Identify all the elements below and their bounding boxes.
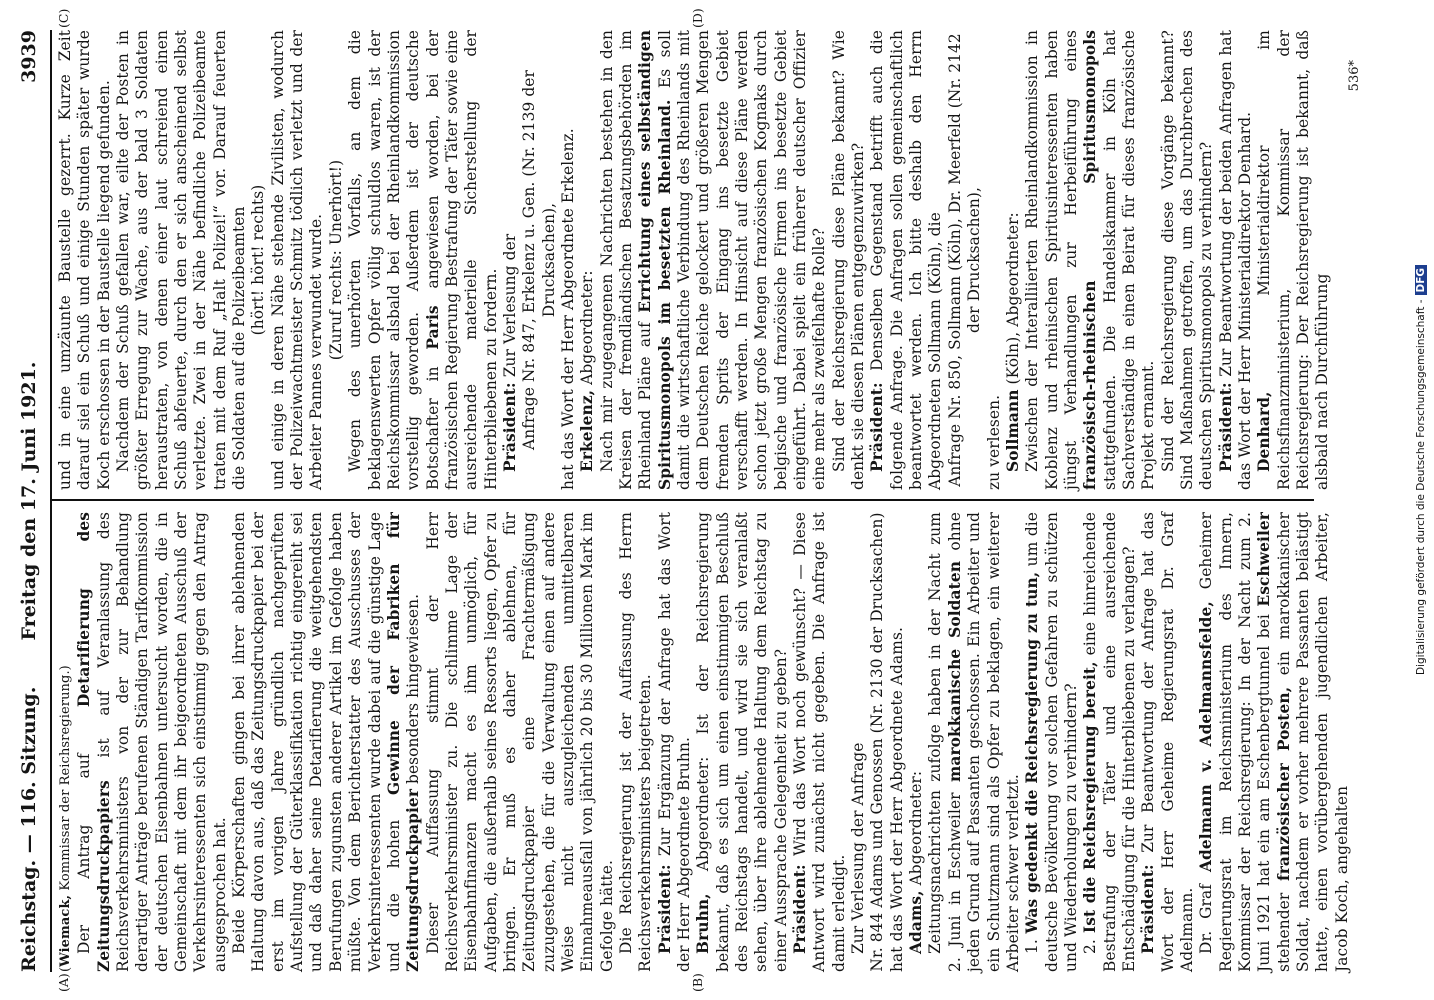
left-paragraph: 1. Was gedenkt die Reichsregierung zu tun, um die deutsche Bevölkerung vor solchen Gefahren zu schützen und Wiederholungen zu verhindern?: [1023, 512, 1080, 972]
sheet-number: 536*: [1347, 60, 1362, 92]
header-date: Freitag den 17. Juni 1921.: [18, 361, 40, 641]
right-paragraph: Anfrage Nr. 847, Erkelenz u. Gen. (Nr. 2139 der Drucksachen),: [520, 70, 558, 450]
left-paragraph: Bruhn, Abgeordneter: Ist der Reichsregierung bekannt, daß es sich um einen einstimmigen Beschluß des Reichstags handelt, und wird sie sich veranlaßt sehen, über ihre ablehnende Haltung dem Reichstag zu einer Aussprache Gelegenheit zu geben?: [694, 512, 790, 972]
right-paragraph: Zwischen der Interalliierten Rheinlandkommission in Koblenz und rheinischen Spiritusinteressenten haben jüngst Verhandlungen zur Herbeiführung eines französisch-rheinischen Spiritusmonopols stattgefunden. Die Handelskammer in Köln hat Sachverständige in einen Beirat für dieses französische Projekt ernannt.: [1023, 30, 1158, 490]
dfg-logo: DFG: [1415, 265, 1427, 296]
credit-text: Digitalisierung gefördert durch die Deutsche Forschungsgemeinschaft -: [1415, 299, 1427, 676]
right-paragraph: Sind der Reichsregierung diese Pläne bekannt? Wie denkt sie diesen Plänen entgegenzuwirken?: [829, 30, 868, 490]
left-paragraph: Adams, Abgeordneter:: [907, 770, 926, 954]
column-divider: [52, 499, 1314, 501]
left-paragraph: Zeitungsnachrichten zufolge haben in der Nacht zum 2. Juni in Eschweiler marokkanische Soldaten ohne jeden Grund auf Passanten geschossen. Ein Arbeiter und ein Schutzmann sind als Opfer zu beklagen, ein weiterer Arbeiter schwer verletzt.: [926, 512, 1022, 972]
margin-marker-b: (B): [690, 973, 705, 992]
left-paragraph: Zur Verlesung der Anfrage: [849, 742, 868, 954]
margin-marker-a: (A): [56, 973, 71, 992]
right-paragraph: Denhard, Ministerialdirektor im Reichsfinanzministerium, Kommissar der Reichsregierung: Der Reichsregierung ist bekannt, daß alsbald nach Durchführung: [1255, 30, 1332, 490]
left-paragraph: hat das Wort der Herr Abgeordnete Adams.: [887, 627, 906, 972]
right-paragraph: Anfrage Nr. 850, Sollmann (Köln), Dr. Meerfeld (Nr. 2142 der Drucksachen),: [945, 33, 984, 487]
right-paragraph: Sollmann (Köln), Abgeordneter:: [1003, 212, 1022, 472]
margin-marker-c: (C): [56, 8, 71, 28]
left-paragraph: Präsident: Zur Beantwortung der Anfrage hat das Wort der Herr Geheime Regierungsrat Dr. Graf Adelmann.: [1139, 512, 1196, 972]
header-rule: [50, 30, 52, 972]
left-paragraph: (Wiemack, Kommissar der Reichsregierung.): [58, 665, 73, 972]
right-paragraph: Sind der Reichsregierung diese Vorgänge bekannt? Sind Maßnahmen getroffen, um das Durchbrechen des deutschen Spiritusmonopols zu verhindern?: [1158, 30, 1216, 490]
right-paragraph: (Zuruf rechts: Unerhört!): [326, 159, 345, 361]
right-paragraph: Präsident: Zur Verlesung der: [500, 233, 519, 472]
right-paragraph: Nachdem der Schuß gefallen war, eilte der Posten in größter Erregung zur Wache, aus der bald 3 Soldaten heraustraten, von denen einer laut schreiend einen Schuß abfeuerte, durch den er sich anscheinend selbst verletzte. Zwei in der Nähe befindliche Polizeibeamte traten mit dem Ruf „Halt Polizei!“ vor. Darauf feuerten die Soldaten auf die Polizeibeamten: [114, 30, 249, 490]
right-column: [56, 30, 1333, 490]
left-paragraph: Die Reichsregierung ist der Auffassung des Herrn Reichsverkehrsministers beigetreten.: [616, 512, 655, 972]
left-paragraph: Präsident: Wird das Wort noch gewünscht? — Diese Antwort wird zunächst nicht gegeben. Die Anfrage ist damit erledigt.: [791, 512, 848, 972]
left-column: [56, 512, 1352, 972]
margin-marker-d: (D): [690, 8, 705, 28]
right-paragraph: Erkelenz, Abgeordneter:: [578, 270, 597, 472]
left-paragraph: Dr. Graf Adelmann v. Adelmannsfelde, Geheimer Regierungsrat im Reichsministerium des Innern, Kommissar der Reichsregierung: In der Nacht zum 2. Juni 1921 hat ein am Eschenbergtunnel bei Eschweiler stehender französischer Posten, ein marokkanischer Soldat, nachdem er vorher mehrere Passanten belästigt hatte, einen vorübergehenden jugendlichen Arbeiter, Jacob Koch, angehalten: [1197, 511, 1351, 972]
left-paragraph: 2. Ist die Reichsregierung bereit, eine hinreichende Bestrafung der Täter und eine ausreichende Entschädigung für die Hinterbliebenen zu verlangen?: [1081, 512, 1138, 972]
right-paragraph: hat das Wort der Herr Abgeordnete Erkelenz.: [558, 128, 577, 490]
left-paragraph: Beide Körperschaften gingen bei ihrer ablehnenden Haltung davon aus, daß das Zeitungsdruckpapier bei der erst im vorigen Jahre gründlich nachgeprüften Aufstellung der Güterklassifikation richtig eingereiht sei und daß daher seine Detarifierung die weitgehendsten Berufungen zugunsten anderer Artikel im Gefolge haben müßte. Von dem Berichterstatter des Ausschusses der Verkehrsinteressenten wurde dabei auf die günstige Lage und die hohen Gewinne der Fabriken für Zeitungsdruckpapier besonders hingewiesen.: [230, 512, 423, 972]
left-paragraph: Nr. 844 Adams und Genossen (Nr. 2130 der Drucksachen): [868, 512, 887, 972]
digitization-credit: [1415, 0, 1427, 940]
page-number: 3939: [18, 30, 40, 83]
right-paragraph: (hört! hört! rechts): [249, 184, 268, 336]
right-paragraph: Präsident: Denselben Gegenstand betrifft auch die folgende Anfrage. Die Anfragen sollen gemeinschaftlich beantwortet werden. Ich bitte deshalb den Herrn Abgeordneten Sollmann (Köln), die: [868, 30, 945, 490]
right-paragraph: Präsident: Zur Beantwortung der beiden Anfragen hat das Wort der Herr Ministerialdirektor Denhard.: [1216, 30, 1254, 490]
left-paragraph: Dieser Auffassung stimmt der Herr Reichsverkehrsminister zu. Die schlimme Lage der Eisenbahnfinanzen macht es ihm unmöglich, für Aufgaben, die außerhalb seines Ressorts liegen, Opfer zu bringen. Er muß es daher ablehnen, für Zeitungsdruckpapier eine Frachtermäßigung zuzugestehen, die für die Verwaltung einen auf andere Weise nicht auszugleichenden unmittelbaren Einnahmeausfall von jährlich 20 bis 30 Millionen Mark im Gefolge hätte.: [423, 512, 616, 972]
right-paragraph: und einige in deren Nähe stehende Zivilisten, wodurch der Polizeiwachtmeister Schmitz tödlich verletzt und der Arbeiter Pannes verwundet wurde.: [268, 30, 326, 490]
left-paragraph: Der Antrag auf Detarifierung des Zeitungsdruckpapiers ist auf Veranlassung des Reichsverkehrsministers von der zur Behandlung derartiger Anträge berufenen Ständigen Tarifkommission der deutschen Eisenbahnen untersucht worden, die in Gemeinschaft mit dem ihr beigeordneten Ausschuß der Verkehrsinteressenten sich einstimmig gegen den Antrag ausgesprochen hat.: [75, 512, 229, 972]
left-paragraph: Präsident: Zur Ergänzung der Anfrage hat das Wort der Herr Abgeordnete Bruhn.: [655, 512, 693, 972]
right-paragraph: und in eine umzäunte Baustelle gezerrt. Kurze Zeit darauf siel ein Schuß und einige Stunden später wurde Koch erschossen in der Baustelle liegend gefunden.: [56, 30, 113, 490]
header-left: Reichstag. — 116. Sitzung.: [18, 686, 40, 972]
page-header: [10, 30, 54, 972]
right-paragraph: Wegen des unerhörten Vorfalls, an dem die beklagenswerten Opfer völlig schuldlos waren, ist der Reichskommissar alsbald bei der Rheinlandkommission vorstellig geworden. Außerdem ist der deutsche Botschafter in Paris angewiesen worden, bei der französischen Regierung Bestrafung der Täter sowie eine ausreichende materielle Sicherstellung der Hinterbliebenen zu fordern.: [346, 30, 500, 490]
right-paragraph: zu verlesen.: [984, 394, 1003, 490]
right-paragraph: Nach mir zugegangenen Nachrichten bestehen in den Kreisen der fremdländischen Besatzungsbehörden im Rheinland Pläne auf Errichtung eines selbständigen Spiritusmonopols im besetzten Rheinland. Es soll damit die wirtschaftliche Verbindung des Rheinlands mit dem Deutschen Reiche gelockert und größeren Mengen fremden Sprits der Eingang ins besetzte Gebiet verschafft werden. In Hinsicht auf diese Pläne werden schon jetzt große Mengen französischen Kognaks durch belgische und französische Firmen ins besetzte Gebiet eingeführt. Dabei spielt ein früherer deutscher Offizier eine mehr als zweifelhafte Rolle?: [597, 30, 829, 490]
